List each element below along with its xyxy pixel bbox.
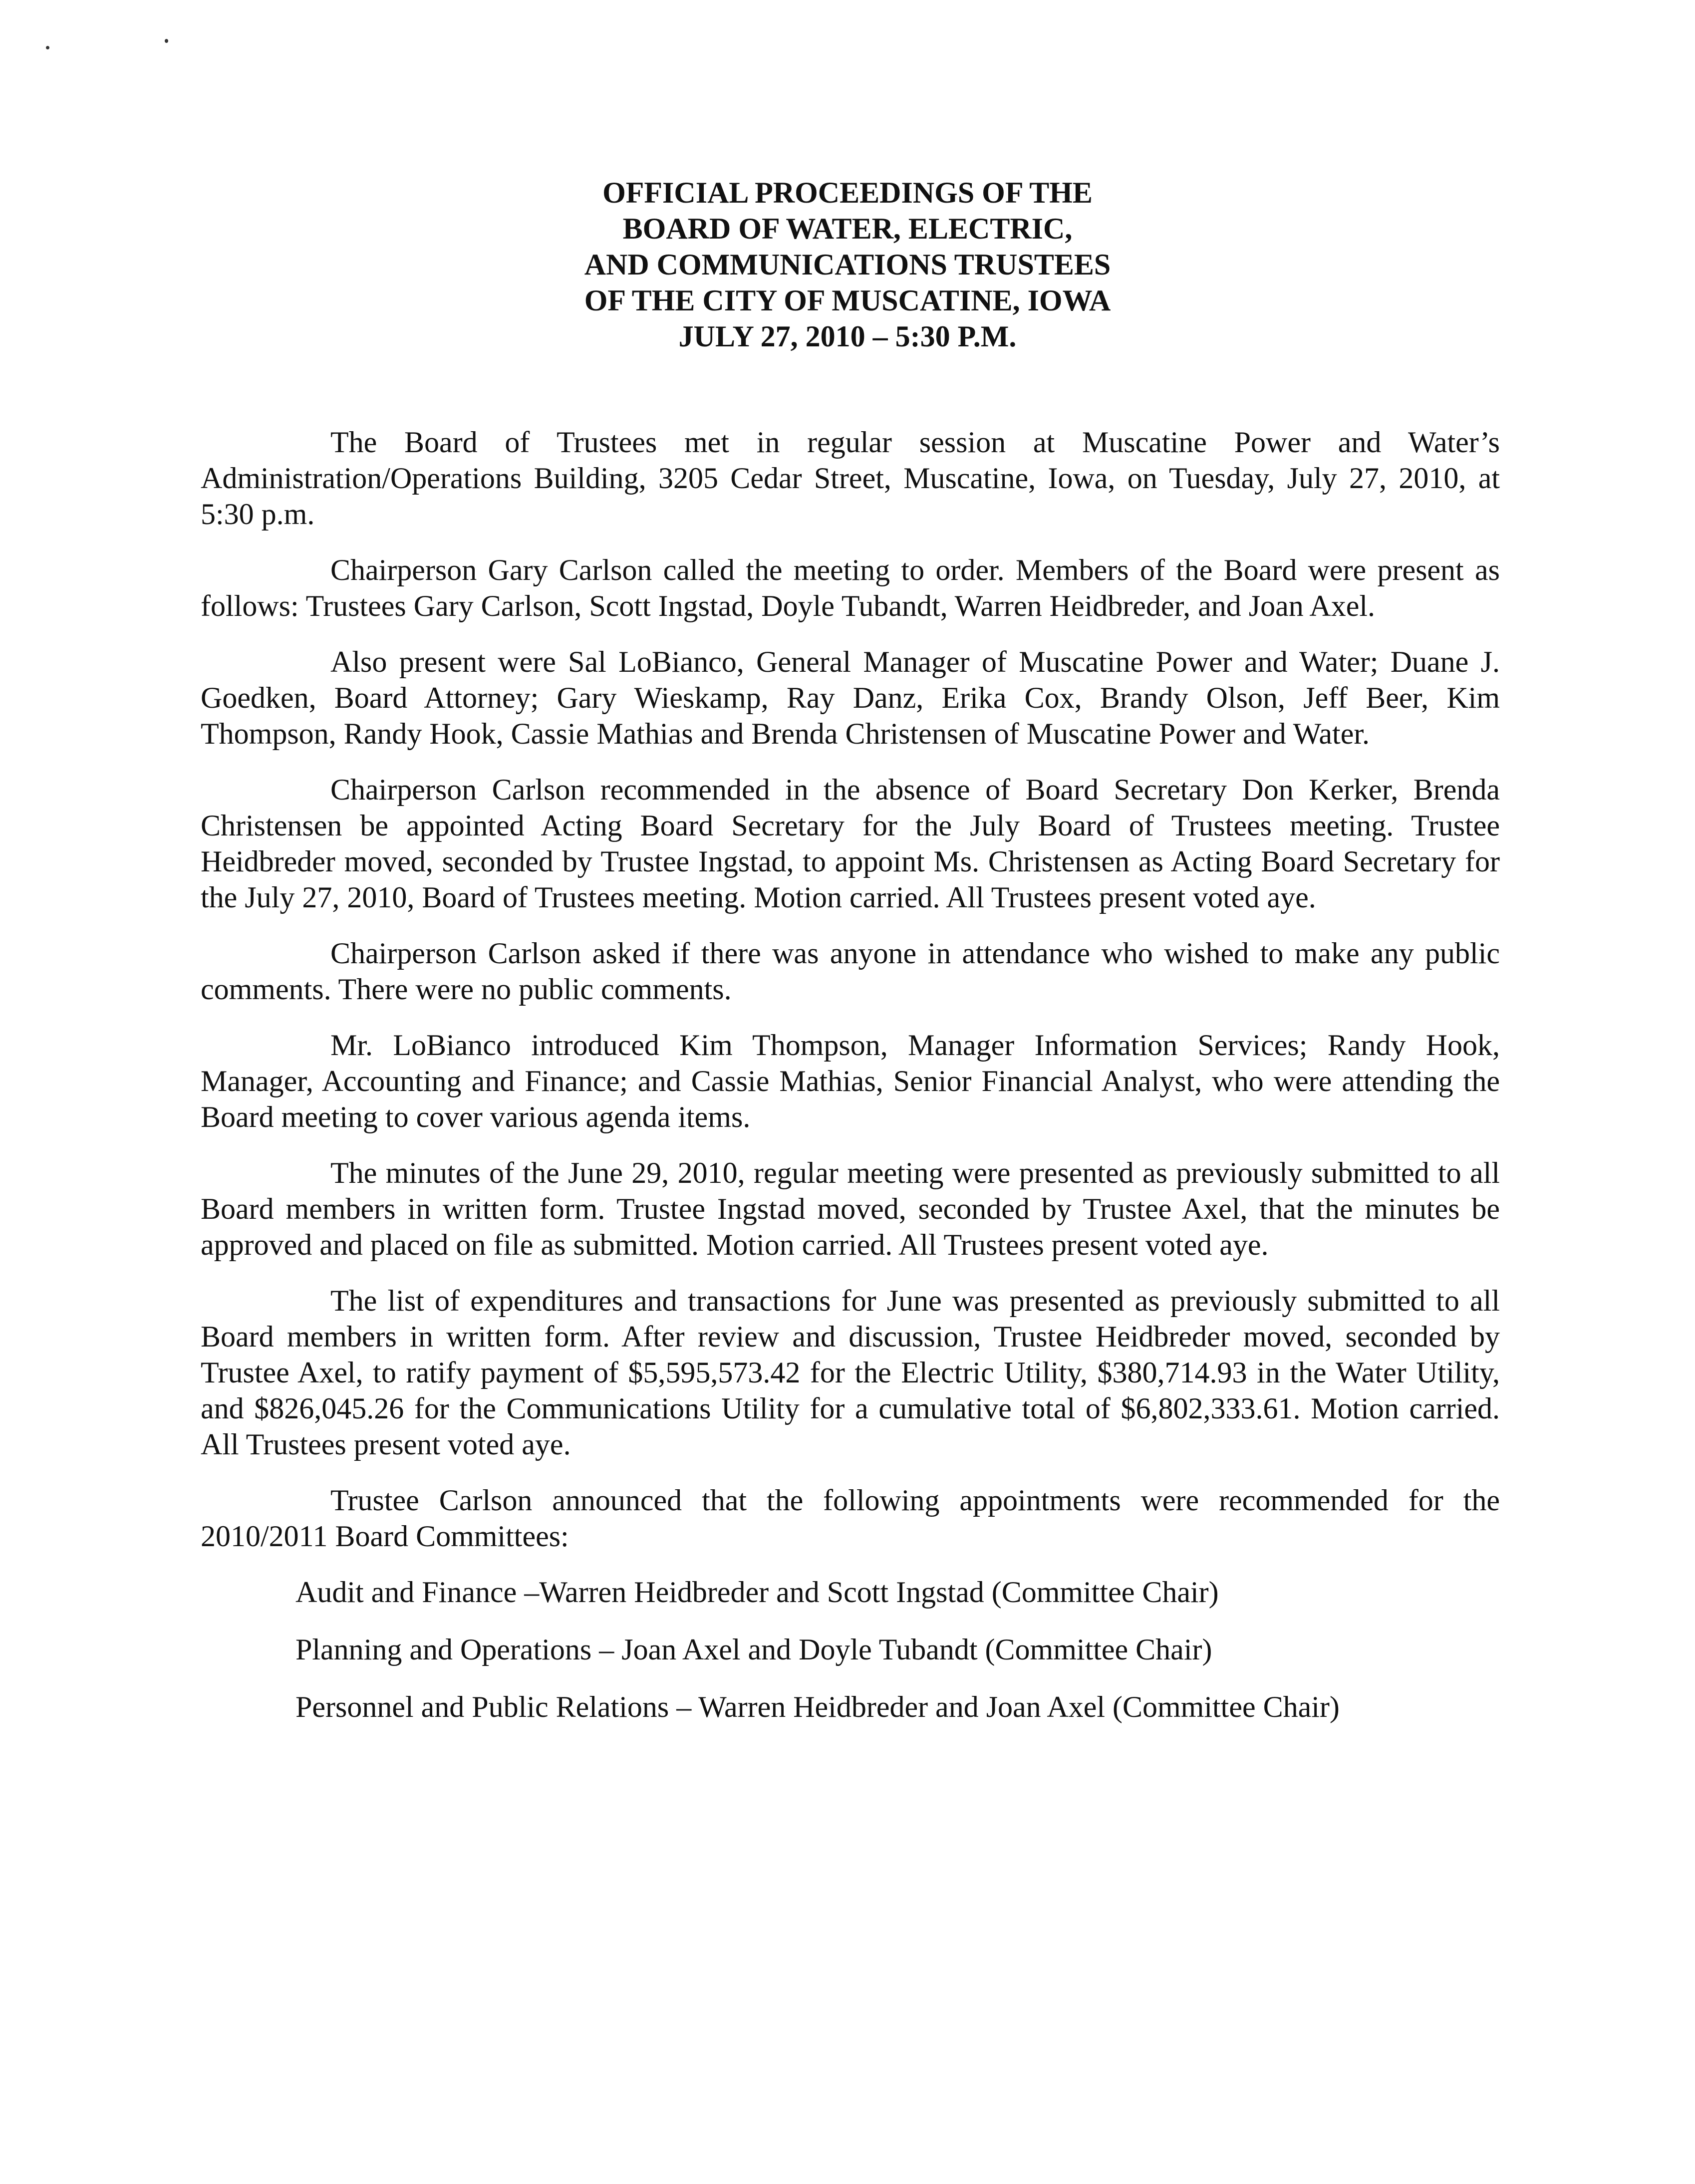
paragraph-introductions: Mr. LoBianco introduced Kim Thompson, Manager Information Services; Randy Hook, Manager, Accounting and Finance; and Cassie Mathias, Senior Financial Analyst, who were attending the Board meeting to cover various agenda items. (201, 1029, 1500, 1133)
paragraph-committee-announcement: Trustee Carlson announced that the following appointments were recommended for the 2010/2011 Board Committees: (201, 1484, 1500, 1553)
paragraph-minutes: The minutes of the June 29, 2010, regular meeting were presented as previously submitted to all Board members in written form. Trustee Ingstad moved, seconded by Trustee Axel, that the minutes be approved and placed on file as submitted. Motion carried. All Trustees present voted aye. (201, 1156, 1500, 1261)
committee-item: Personnel and Public Relations – Warren Heidbreder and Joan Axel (Committee Chair) (295, 1690, 1340, 1723)
scan-speck (165, 39, 168, 43)
committee-list (201, 1574, 1500, 1725)
paragraph-also-present: Also present were Sal LoBianco, General Manager of Muscatine Power and Water; Duane J. Goedken, Board Attorney; Gary Wieskamp, Ray Danz, Erika Cox, Brandy Olson, Jeff Beer, Kim Thompson, Randy Hook, Cassie Mathias and Brenda Christensen of Muscatine Power and Water. (201, 645, 1500, 750)
title-line: BOARD OF WATER, ELECTRIC, (622, 212, 1073, 245)
document-body (201, 424, 1500, 1746)
paragraph-meeting-location: The Board of Trustees met in regular session at Muscatine Power and Water’s Administration/Operations Building, 3205 Cedar Street, Muscatine, Iowa, on Tuesday, July 27, 2010, at 5:30 p.m. (201, 426, 1500, 531)
title-line: OF THE CITY OF MUSCATINE, IOWA (584, 284, 1111, 317)
title-line: JULY 27, 2010 – 5:30 P.M. (678, 320, 1017, 353)
committee-item: Audit and Finance –Warren Heidbreder and Scott Ingstad (Committee Chair) (295, 1576, 1219, 1609)
title-line: AND COMMUNICATIONS TRUSTEES (584, 248, 1111, 281)
paragraph-call-to-order: Chairperson Gary Carlson called the meeting to order. Members of the Board were present as follows: Trustees Gary Carlson, Scott Ingstad, Doyle Tubandt, Warren Heidbreder, and Joan Axel. (201, 553, 1500, 622)
paragraph-public-comments: Chairperson Carlson asked if there was anyone in attendance who wished to make any public comments. There were no public comments. (201, 937, 1500, 1006)
paragraph-acting-secretary: Chairperson Carlson recommended in the absence of Board Secretary Don Kerker, Brenda Christensen be appointed Acting Board Secretary for the July Board of Trustees meeting. Trustee Heidbreder moved, seconded by Trustee Ingstad, to appoint Ms. Christensen as Acting Board Secretary for the July 27, 2010, Board of Trustees meeting. Motion carried. All Trustees present voted aye. (201, 773, 1500, 914)
paragraph-expenditures: The list of expenditures and transactions for June was presented as previously submitted to all Board members in written form. After review and discussion, Trustee Heidbreder moved, seconded by Trustee Axel, to ratify payment of $5,595,573.42 for the Electric Utility, $380,714.93 in the Water Utility, and $826,045.26 for the Communications Utility for a cumulative total of $6,802,333.61. Motion carried. All Trustees present voted aye. (201, 1284, 1500, 1461)
document-title (0, 175, 1695, 354)
committee-item: Planning and Operations – Joan Axel and Doyle Tubandt (Committee Chair) (295, 1633, 1212, 1666)
scan-speck (46, 46, 49, 49)
title-line: OFFICIAL PROCEEDINGS OF THE (602, 176, 1093, 209)
